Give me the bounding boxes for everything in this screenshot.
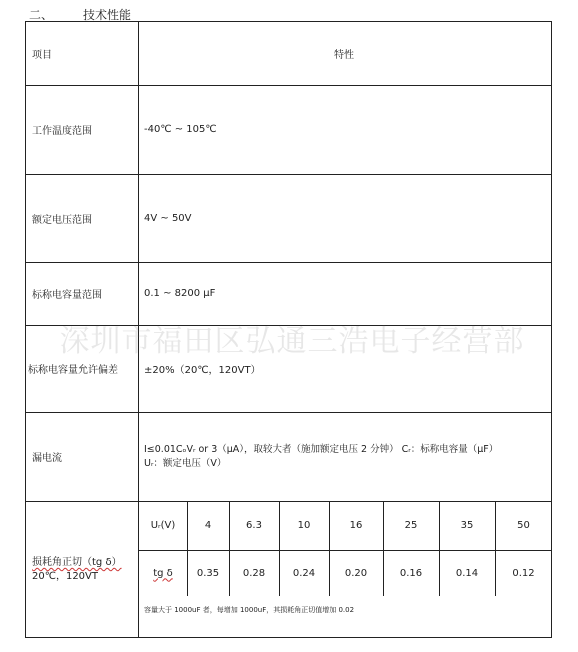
leakage-line-1: I≤0.01CₒVᵣ or 3（μA），取较大者（施加额定电压 2 分钟） Cᵣ：标称电容量（μF） <box>144 443 499 455</box>
section-number: 二、 <box>29 8 54 22</box>
voltage-cell: 6.3 <box>246 520 262 531</box>
row-label-temperature: 工作温度范围 <box>32 126 92 137</box>
row-value-temperature: -40℃ ~ 105℃ <box>144 124 217 135</box>
voltage-cell: 25 <box>404 520 418 531</box>
tg-value-cell: 0.24 <box>292 567 316 579</box>
tg-label <box>139 550 187 596</box>
section-title: 技术性能 <box>83 8 132 22</box>
tg-value-cell: 0.12 <box>512 567 535 579</box>
row-label-tolerance: 标称电容量允许偏差 <box>28 365 118 376</box>
voltage-cell: 50 <box>517 520 530 531</box>
row-value-tolerance: ±20%（20℃，120VT） <box>144 365 261 376</box>
watermark: 深圳市福田区弘通三浩电子经营部 <box>59 324 525 359</box>
row-label-voltage: 额定电压范围 <box>32 214 92 226</box>
row-label-capacitance: 标称电容量范围 <box>32 290 102 301</box>
tg-label-text: tg δ <box>153 567 173 579</box>
voltage-cell: 16 <box>349 520 363 531</box>
tg-value-cell: 0.20 <box>344 567 368 579</box>
voltage-cell: 10 <box>297 520 311 531</box>
ur-label: Uᵣ(V) <box>150 520 176 531</box>
row-value-voltage: 4V ~ 50V <box>144 212 192 224</box>
tg-value-cell: 0.35 <box>196 567 220 579</box>
dissipation-subtable <box>139 501 552 596</box>
row-label-leakage: 漏电流 <box>32 453 62 464</box>
dissipation-label-line1: 损耗角正切（tg δ） <box>32 557 122 568</box>
dissipation-label-line2: 20℃，120VT <box>32 571 98 582</box>
dissipation-note: 容量大于 1000uF 者，每增加 1000uF，其损耗角正切值增加 0.02 <box>144 606 355 614</box>
leakage-line-2: Uᵣ：额定电压（V） <box>144 457 227 469</box>
header-item: 项目 <box>32 50 52 61</box>
tg-value-cell: 0.14 <box>455 567 479 579</box>
row-value-leakage <box>144 412 544 501</box>
tg-value-cell: 0.16 <box>399 567 423 579</box>
voltage-cell: 4 <box>204 520 212 531</box>
voltage-cell: 35 <box>460 520 474 531</box>
row-label-dissipation <box>32 501 136 639</box>
header-characteristic: 特性 <box>334 50 354 61</box>
tg-value-cell: 0.28 <box>242 567 266 579</box>
row-value-capacitance: 0.1 ~ 8200 μF <box>144 288 216 299</box>
